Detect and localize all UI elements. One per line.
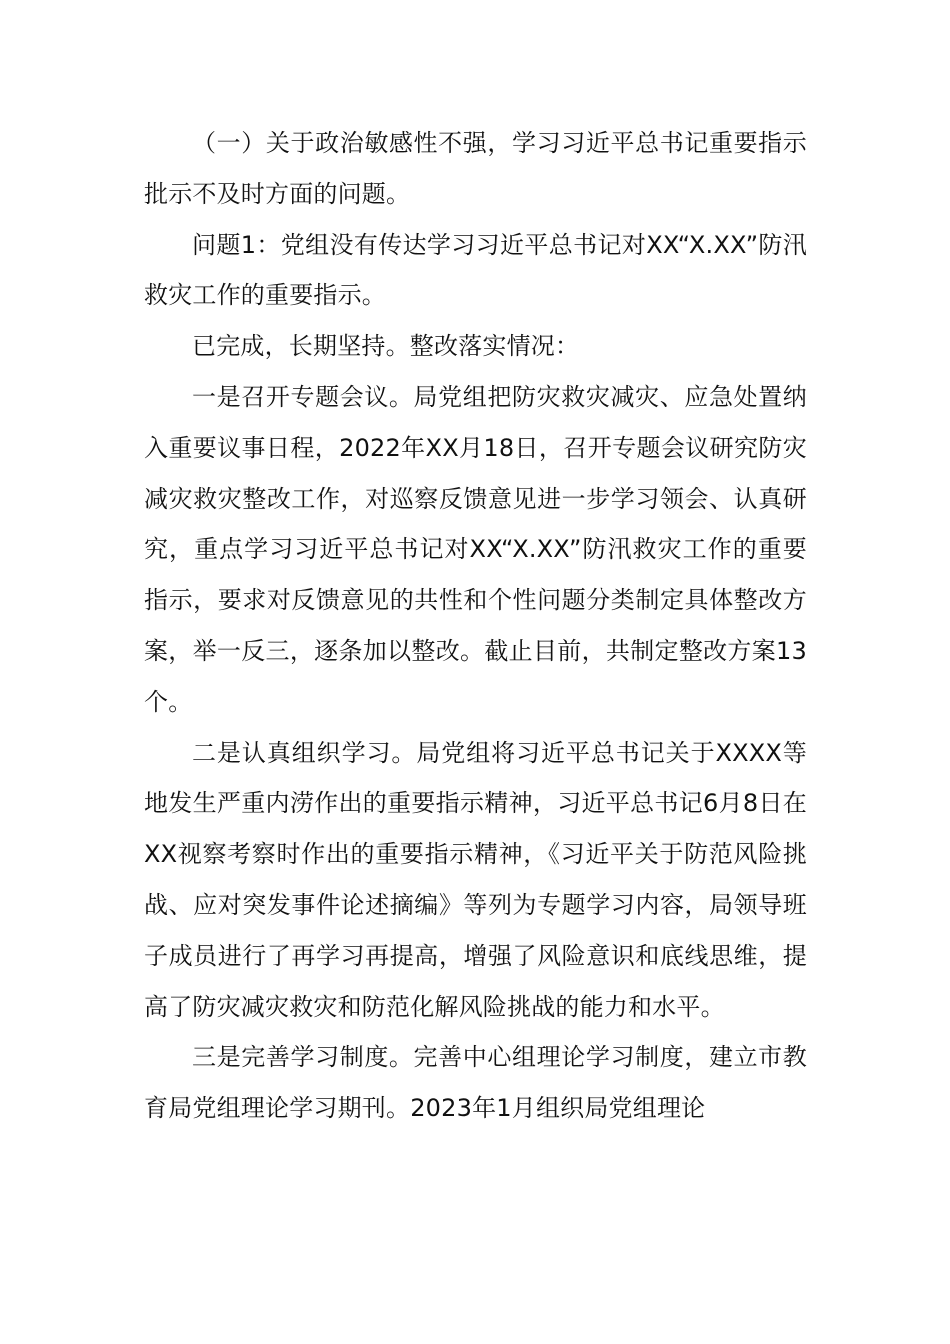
paragraph-issue-1: 问题1：党组没有传达学习习近平总书记对XX“X.XX”防汛救灾工作的重要指示。 xyxy=(144,230,807,310)
paragraph-measure-1: 一是召开专题会议。局党组把防灾救灾减灾、应急处置纳入重要议事日程，2022年XX月18日，召开专题会议研究防灾减灾救灾整改工作，对巡察反馈意见进一步学习领会、认真研究，重点学习习近平总书记对XX“X.XX”防汛救灾工作的重要指示，要求对反馈意见的共性和个性问题分类制定具体整改方案，举一反三，逐条加以整改。截止目前，共制定整改方案13个。 xyxy=(144,382,807,716)
paragraph-section-heading: （一）关于政治敏感性不强，学习习近平总书记重要指示批示不及时方面的问题。 xyxy=(144,129,807,208)
paragraph-measure-3: 三是完善学习制度。完善中心组理论学习制度，建立市教育局党组理论学习期刊。2023年1月组织局党组理论 xyxy=(144,1043,807,1123)
document-body xyxy=(144,118,807,1134)
paragraph-status: 已完成，长期坚持。整改落实情况： xyxy=(192,332,580,361)
paragraph-measure-2: 二是认真组织学习。局党组将习近平总书记关于XXXX等地发生严重内涝作出的重要指示精神，习近平总书记6月8日在XX视察考察时作出的重要指示精神，《习近平关于防范风险挑战、应对突发事件论述摘编》等列为专题学习内容，局领导班子成员进行了再学习再提高，增强了风险意识和底线思维，提高了防灾减灾救灾和防范化解风险挑战的能力和水平。 xyxy=(144,738,807,1021)
